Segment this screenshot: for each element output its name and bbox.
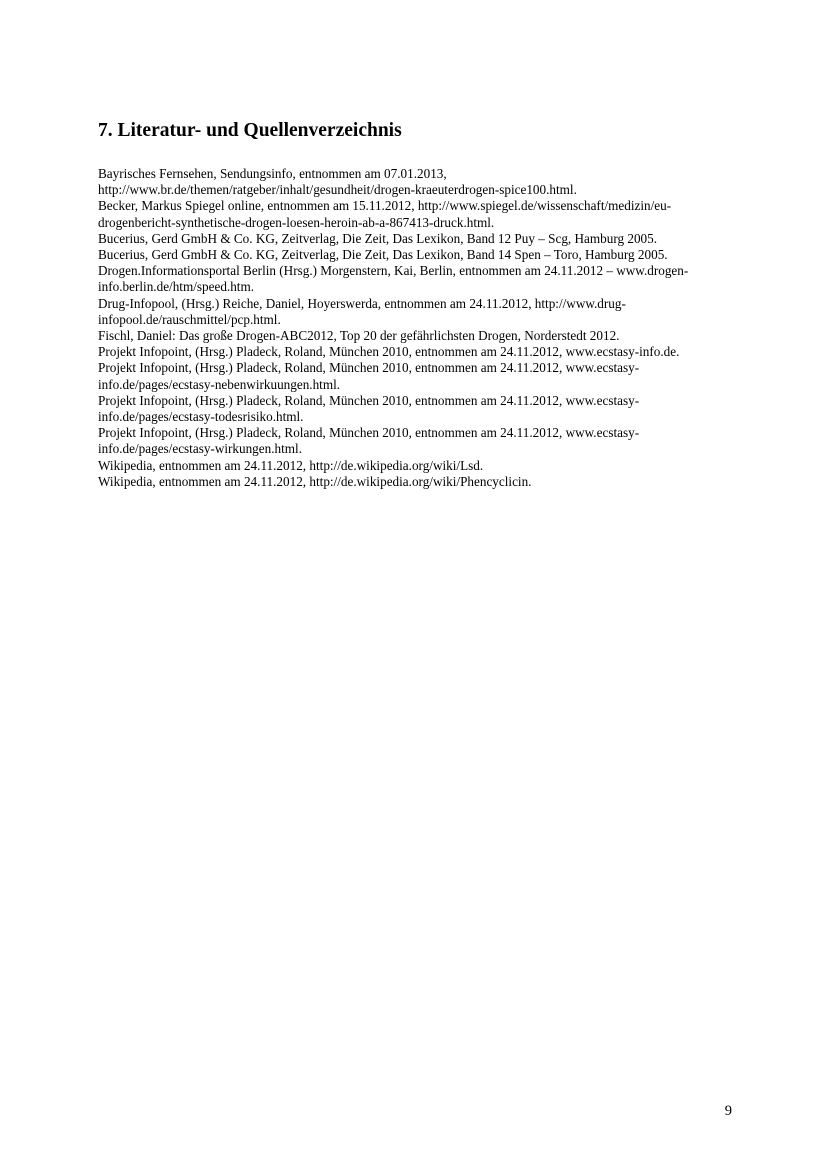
reference-item — [98, 328, 738, 344]
reference-line: drogenbericht-synthetische-drogen-loesen-heroin-ab-a-867413-druck.html. — [98, 214, 495, 230]
reference-line: info.de/pages/ecstasy-nebenwirkuungen.html. — [98, 376, 341, 392]
reference-item — [98, 474, 738, 490]
reference-line: Drogen.Informationsportal Berlin (Hrsg.) Morgenstern, Kai, Berlin, entnommen am 24.11.2012 – www.drogen- — [98, 263, 689, 279]
reference-line: Bayrisches Fernsehen, Sendungsinfo, entnommen am 07.01.2013, — [98, 166, 447, 181]
reference-line: Projekt Infopoint, (Hrsg.) Pladeck, Roland, München 2010, entnommen am 24.11.2012, www.ecstasy-info.de. — [98, 344, 680, 360]
reference-line: Projekt Infopoint, (Hrsg.) Pladeck, Roland, München 2010, entnommen am 24.11.2012, www.ecstasy- — [98, 392, 640, 408]
reference-line: Wikipedia, entnommen am 24.11.2012, http://de.wikipedia.org/wiki/Lsd. — [98, 457, 484, 473]
reference-item — [98, 393, 738, 425]
reference-line: Projekt Infopoint, (Hrsg.) Pladeck, Roland, München 2010, entnommen am 24.11.2012, www.ecstasy- — [98, 360, 640, 376]
reference-item — [98, 458, 738, 474]
reference-line: Projekt Infopoint, (Hrsg.) Pladeck, Roland, München 2010, entnommen am 24.11.2012, www.ecstasy- — [98, 425, 640, 441]
reference-line: Fischl, Daniel: Das große Drogen-ABC2012, Top 20 der gefährlichsten Drogen, Norderstedt 2012. — [98, 328, 620, 344]
section-heading: 7. Literatur- und Quellenverzeichnis — [98, 120, 402, 141]
reference-item — [98, 296, 738, 328]
reference-item — [98, 344, 738, 360]
reference-item — [98, 360, 738, 392]
reference-list — [98, 166, 738, 490]
reference-line: Bucerius, Gerd GmbH & Co. KG, Zeitverlag, Die Zeit, Das Lexikon, Band 14 Spen – Toro, Hamburg 2005. — [98, 247, 668, 263]
reference-line: info.berlin.de/htm/speed.htm. — [98, 279, 255, 295]
reference-line: info.de/pages/ecstasy-todesrisiko.html. — [98, 409, 304, 425]
reference-item — [98, 425, 738, 457]
reference-line: Bucerius, Gerd GmbH & Co. KG, Zeitverlag, Die Zeit, Das Lexikon, Band 12 Puy – Scg, Hamburg 2005. — [98, 230, 658, 246]
reference-line: Drug-Infopool, (Hrsg.) Reiche, Daniel, Hoyerswerda, entnommen am 24.11.2012, http://www.drug- — [98, 295, 626, 311]
page-number: 9 — [724, 1103, 732, 1119]
reference-item — [98, 198, 738, 230]
reference-item — [98, 231, 738, 247]
reference-item — [98, 263, 738, 295]
reference-line: info.de/pages/ecstasy-wirkungen.html. — [98, 441, 302, 457]
reference-line: Becker, Markus Spiegel online, entnommen am 15.11.2012, http://www.spiegel.de/wissenschaft/medizin/eu- — [98, 198, 672, 214]
reference-item — [98, 166, 738, 198]
reference-line: http://www.br.de/themen/ratgeber/inhalt/gesundheit/drogen-kraeuterdrogen-spice100.html. — [98, 182, 577, 198]
reference-line: infopool.de/rauschmittel/pcp.html. — [98, 311, 281, 327]
reference-line: Wikipedia, entnommen am 24.11.2012, http://de.wikipedia.org/wiki/Phencyclicin. — [98, 473, 532, 489]
reference-item — [98, 247, 738, 263]
